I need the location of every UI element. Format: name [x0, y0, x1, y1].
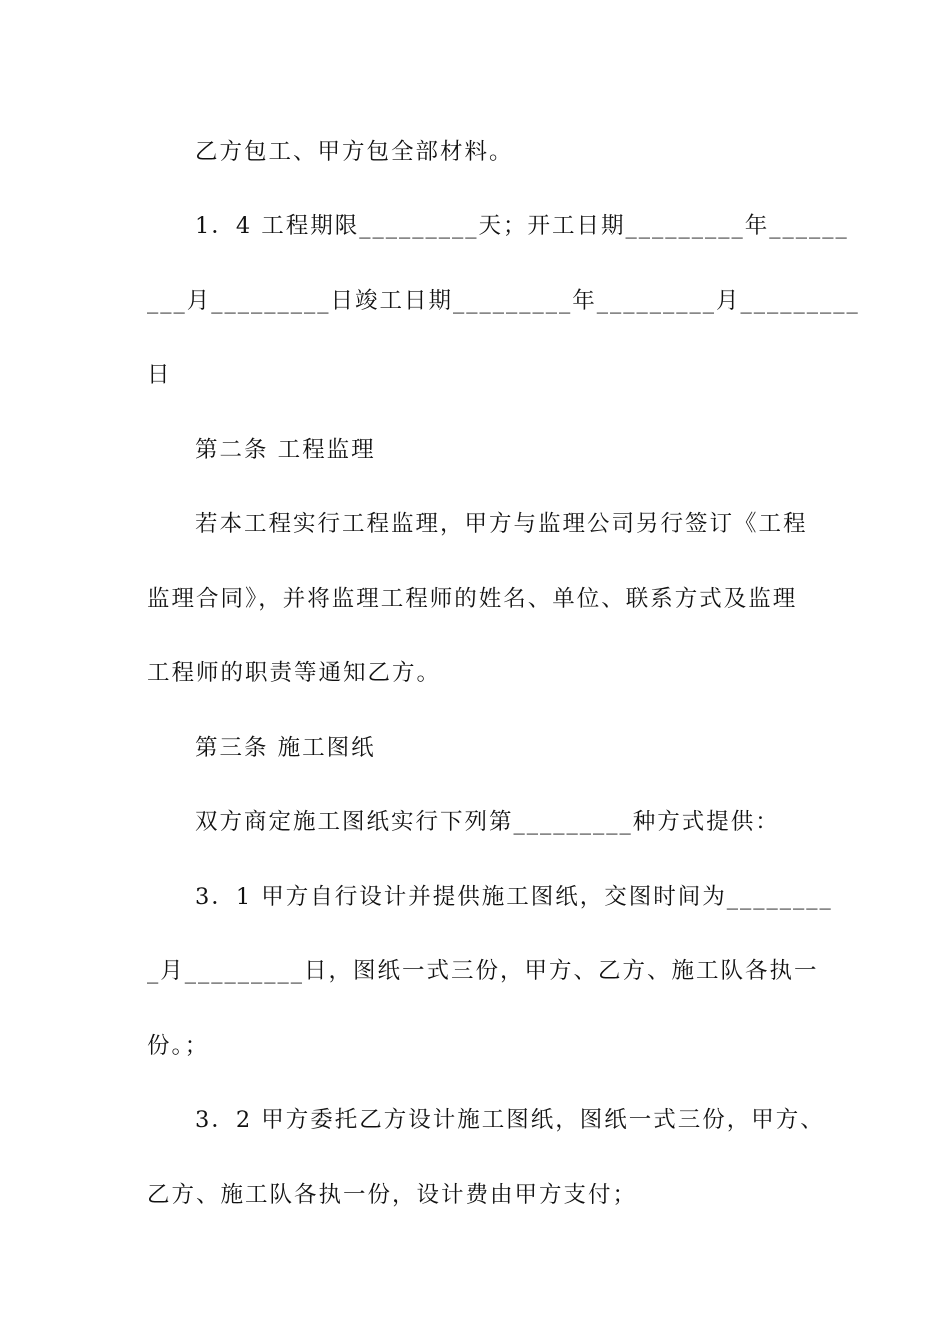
- paragraph-line: 监理合同》，并将监理工程师的姓名、单位、联系方式及监理: [147, 586, 798, 612]
- paragraph-line: 工程师的职责等通知乙方。: [147, 660, 442, 686]
- paragraph-line: ___月_________日竣工日期_________年_________月_________: [147, 288, 860, 314]
- paragraph-line: 双方商定施工图纸实行下列第_________种方式提供：: [195, 809, 780, 835]
- paragraph-line: 份。；: [147, 1033, 210, 1059]
- paragraph-line: 3．1 甲方自行设计并提供施工图纸，交图时间为________: [195, 884, 833, 910]
- paragraph-line: 3．2 甲方委托乙方设计施工图纸，图纸一式三份，甲方、: [195, 1107, 825, 1133]
- paragraph-line: 乙方、施工队各执一份，设计费由甲方支付；: [147, 1182, 638, 1208]
- paragraph-line: 日: [147, 362, 172, 388]
- section-heading: 第三条 施工图纸: [195, 735, 376, 761]
- paragraph-line: 若本工程实行工程监理，甲方与监理公司另行签订《工程: [195, 511, 808, 537]
- paragraph-line: 1．4 工程期限_________天；开工日期_________年______: [195, 213, 849, 239]
- section-heading: 第二条 工程监理: [195, 437, 376, 463]
- paragraph-line: _月_________日，图纸一式三份，甲方、乙方、施工队各执一: [147, 958, 819, 984]
- paragraph-line: 乙方包工、甲方包全部材料。: [195, 139, 514, 165]
